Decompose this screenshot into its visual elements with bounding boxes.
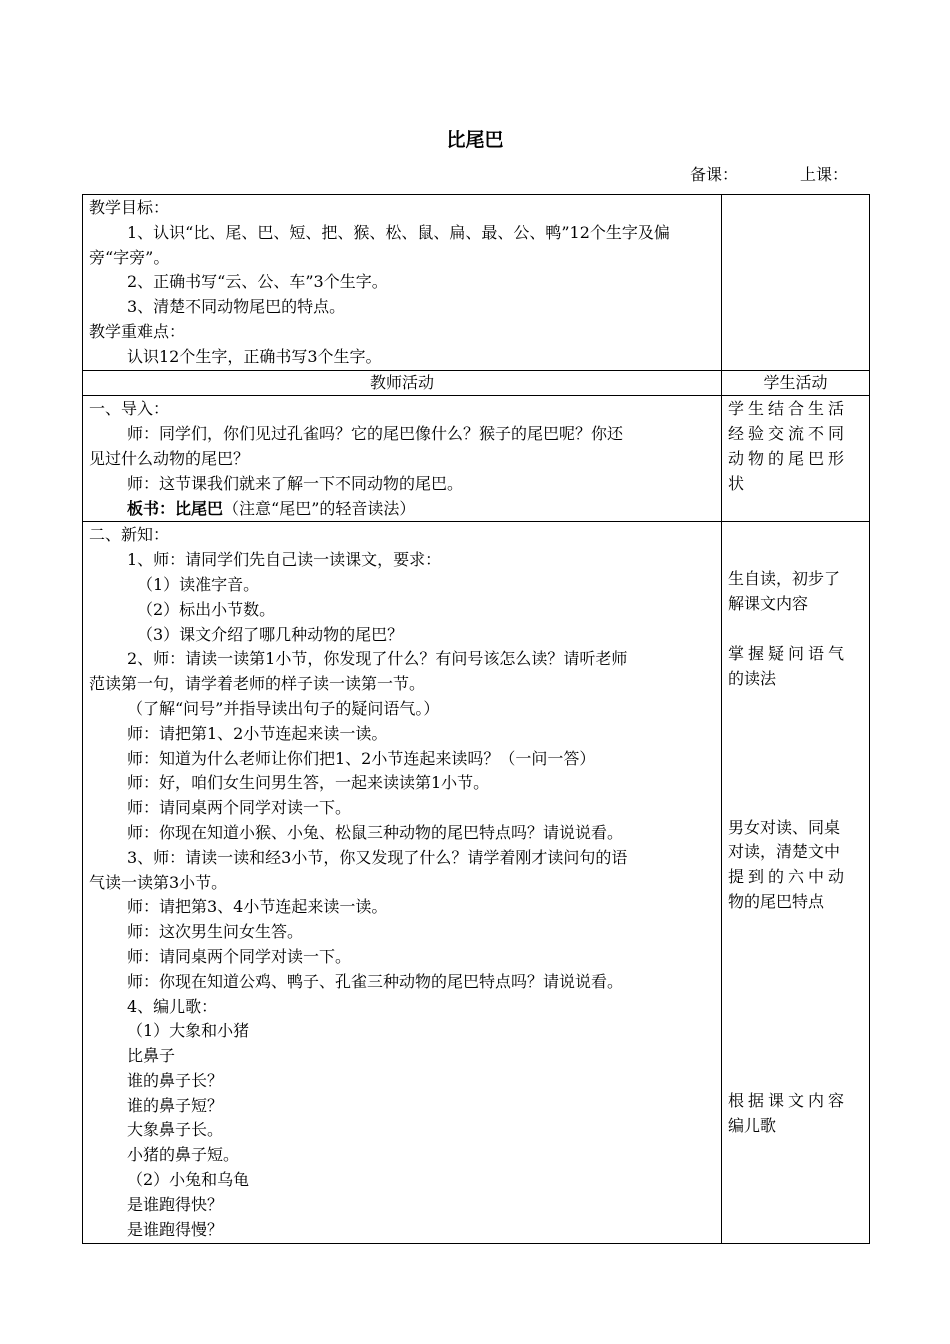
objective-item: 1、认识“比、尾、巴、短、把、猴、松、鼠、扁、最、公、鸭”12个生字及偏 [127, 222, 670, 242]
student-note: 物的尾巴特点 [728, 891, 825, 911]
board-label: 板书：比尾巴 [127, 498, 224, 518]
objectives-cell [83, 195, 722, 371]
student-note: 状 [728, 473, 749, 493]
rhyme-line: （1）大象和小猪 [127, 1021, 250, 1041]
teacher-activity-header: 教师活动 [83, 370, 722, 396]
teacher-line: （1）读准字音。 [137, 574, 260, 594]
student-note: 动物的尾巴形 [728, 448, 849, 468]
new-knowledge-student-cell [722, 522, 870, 1244]
intro-row [83, 396, 870, 522]
board-note: （注意“尾巴”的轻音读法） [223, 498, 416, 518]
student-note: 经验交流不同 [728, 424, 849, 444]
teacher-line: 师：你现在知道公鸡、鸭子、孔雀三种动物的尾巴特点吗？请说说看。 [127, 971, 624, 991]
new-knowledge-teacher-cell [83, 522, 722, 1244]
new-knowledge-row [83, 522, 870, 1244]
teacher-line: 气读一读第3小节。 [89, 872, 228, 892]
teacher-line: 2、师：请读一读第1小节，你发现了什么？有问号该怎么读？请听老师 [127, 649, 628, 669]
lesson-plan-table [82, 194, 870, 1244]
rhyme-line: 是谁跑得慢？ [127, 1219, 224, 1239]
student-note: 根据课文内容 [728, 1090, 849, 1110]
intro-student-cell [722, 396, 870, 522]
document-title: 比尾巴 [446, 129, 504, 151]
teacher-line: （2）标出小节数。 [137, 599, 276, 619]
rhyme-line: 大象鼻子长。 [127, 1120, 224, 1140]
teacher-line: 师：这节课我们就来了解一下不同动物的尾巴。 [127, 473, 464, 493]
student-note: 的读法 [728, 668, 777, 688]
teacher-line: （3）课文介绍了哪几种动物的尾巴？ [137, 624, 404, 644]
section-heading: 一、导入： [89, 399, 170, 419]
objectives-row [83, 195, 870, 371]
rhyme-line: 谁的鼻子长？ [127, 1070, 224, 1090]
student-note: 掌握疑问语气 [728, 643, 849, 663]
board-line [89, 497, 715, 522]
intro-teacher-cell [83, 396, 722, 522]
section-heading: 二、新知： [89, 525, 170, 545]
teacher-line: 师：你现在知道小猴、小兔、松鼠三种动物的尾巴特点吗？请说说看。 [127, 822, 624, 842]
student-note: 对读，清楚文中 [728, 842, 841, 862]
key-points-heading: 教学重难点： [89, 321, 186, 341]
objective-item: 2、正确书写“云、公、车”3个生字。 [127, 272, 388, 292]
student-note: 编儿歌 [728, 1115, 777, 1135]
teacher-line: 师：请把第3、4小节连起来读一读。 [127, 897, 388, 917]
teacher-line: （了解“问号”并指导读出句子的疑问语气。） [127, 698, 440, 718]
teacher-line: 3、师：请读一读和经3小节，你又发现了什么？请学着刚才读问句的语 [127, 847, 628, 867]
student-note: 学生结合生活 [728, 399, 849, 419]
rhyme-line: 谁的鼻子短？ [127, 1095, 224, 1115]
rhyme-line: 比鼻子 [127, 1046, 176, 1066]
key-points-text: 认识12个生字，正确书写3个生字。 [127, 346, 382, 366]
student-note: 生自读，初步了 [728, 569, 841, 589]
column-header-row [83, 370, 870, 396]
teacher-line: 师：知道为什么老师让你们把1、2小节连起来读吗？（一问一答） [127, 748, 596, 768]
teach-label: 上课： [800, 165, 849, 184]
lesson-meta [690, 162, 848, 185]
student-note: 提到的六中动 [728, 867, 849, 887]
objective-item: 旁“字旁”。 [89, 247, 170, 267]
student-activity-header: 学生活动 [722, 370, 870, 396]
student-note: 解课文内容 [728, 594, 809, 614]
teacher-line: 师：这次男生问女生答。 [127, 922, 304, 942]
objectives-side-cell [722, 195, 870, 371]
prepare-label: 备课： [690, 165, 739, 184]
objective-item: 3、清楚不同动物尾巴的特点。 [127, 297, 346, 317]
teacher-line: 师：请把第1、2小节连起来读一读。 [127, 723, 388, 743]
teacher-line: 师：请同桌两个同学对读一下。 [127, 946, 352, 966]
teacher-line: 见过什么动物的尾巴？ [89, 448, 250, 468]
teacher-line: 1、师：请同学们先自己读一读课文，要求： [127, 550, 442, 570]
rhyme-line: 是谁跑得快？ [127, 1194, 224, 1214]
teacher-line: 师：请同桌两个同学对读一下。 [127, 798, 352, 818]
objectives-heading: 教学目标： [89, 198, 170, 217]
teacher-line: 4、编儿歌： [127, 996, 218, 1016]
teacher-line: 师：同学们，你们见过孔雀吗？它的尾巴像什么？猴子的尾巴呢？你还 [127, 424, 624, 444]
student-note: 男女对读、同桌 [728, 817, 841, 837]
teacher-line: 范读第一句，请学着老师的样子读一读第一节。 [89, 674, 426, 694]
rhyme-line: 小猪的鼻子短。 [127, 1145, 240, 1165]
teacher-line: 师：好，咱们女生问男生答，一起来读读第1小节。 [127, 773, 490, 793]
rhyme-line: （2）小兔和乌龟 [127, 1170, 250, 1190]
